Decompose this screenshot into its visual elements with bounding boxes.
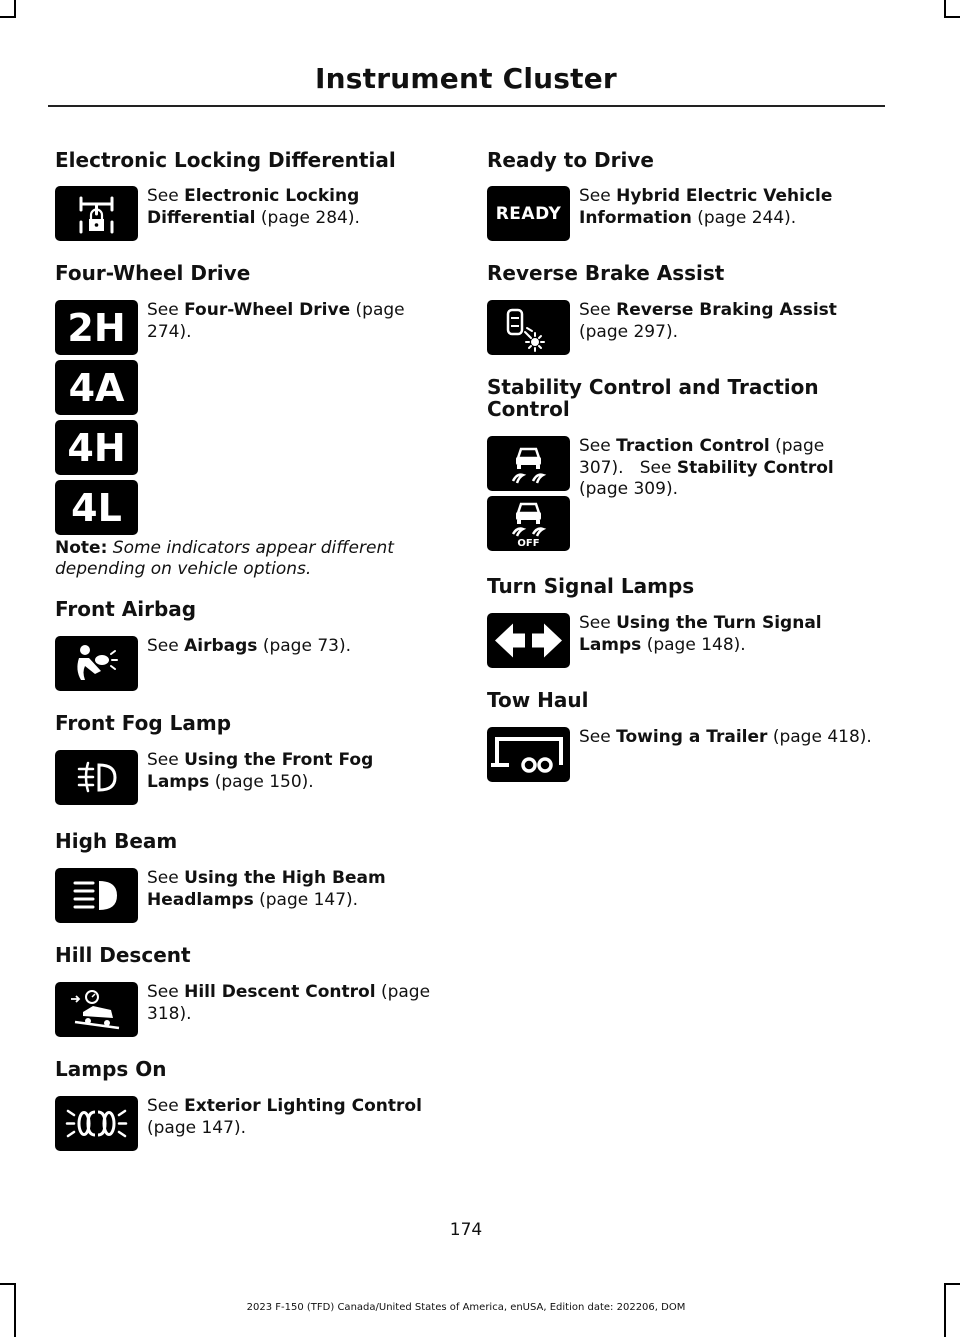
header-divider (48, 105, 885, 107)
fog-link[interactable]: Using the Front Fog Lamps (147, 750, 374, 792)
4a-icon: 4A (55, 360, 138, 415)
lamps-on-link[interactable]: Exterior Lighting Control (184, 1096, 422, 1116)
front-fog-lamp-icon (55, 750, 138, 805)
airbag-link[interactable]: Airbags (184, 636, 258, 656)
eld-link[interactable]: Electronic Locking Differential (147, 186, 360, 228)
airbag-icon (55, 636, 138, 691)
high-beam-reference: See Using the High Beam Headlamps (page 147). (147, 868, 386, 910)
tow-haul-icon (487, 727, 570, 782)
traction-control-icon (487, 436, 570, 491)
electronic-locking-differential-icon (55, 186, 138, 241)
fwd-reference: See Four-Wheel Drive (page 274). (147, 300, 405, 342)
heading-reverse-brake-assist: Reverse Brake Assist (487, 261, 725, 285)
ready-icon: READY (487, 186, 570, 241)
tow-haul-reference: See Towing a Trailer (page 418). (579, 727, 872, 747)
reverse-brake-assist-icon (487, 300, 570, 355)
page-number: 174 (449, 1220, 483, 1240)
heading-high-beam: High Beam (55, 829, 178, 853)
heading-stability-traction-control: Stability Control and Traction Control (487, 375, 819, 421)
stability-reference: See Traction Control (page 307). See Stability Control (page 309). (579, 436, 834, 499)
crop-mark-top-right-h (944, 16, 960, 18)
heading-lamps-on: Lamps On (55, 1057, 167, 1081)
ready-reference: See Hybrid Electric Vehicle Information (page 244). (579, 186, 833, 228)
hill-descent-icon (55, 982, 138, 1037)
heading-hill-descent: Hill Descent (55, 943, 191, 967)
crop-mark-bottom-left-h (0, 1283, 16, 1285)
heading-ready-to-drive: Ready to Drive (487, 148, 654, 172)
off-label: OFF (517, 538, 540, 549)
heading-front-fog-lamp: Front Fog Lamp (55, 711, 232, 735)
high-beam-icon (55, 868, 138, 923)
edition-footer: 2023 F-150 (TFD) Canada/United States of America, enUSA, Edition date: 202206, DOM (246, 1302, 686, 1313)
eld-reference: See Electronic Locking Differential (page 284). (147, 186, 360, 228)
rba-reference: See Reverse Braking Assist (page 297). (579, 300, 837, 342)
crop-mark-bottom-right-h (944, 1283, 960, 1285)
ready-link[interactable]: Hybrid Electric Vehicle Information (579, 186, 833, 228)
turn-signal-reference: See Using the Turn Signal Lamps (page 148). (579, 613, 822, 655)
hill-descent-reference: See Hill Descent Control (page 318). (147, 982, 431, 1024)
fwd-link[interactable]: Four-Wheel Drive (184, 300, 351, 320)
hill-descent-link[interactable]: Hill Descent Control (184, 982, 376, 1002)
2h-icon: 2H (55, 300, 138, 355)
heading-four-wheel-drive: Four-Wheel Drive (55, 261, 251, 285)
heading-electronic-locking-differential: Electronic Locking Differential (55, 148, 396, 172)
4l-icon: 4L (55, 480, 138, 535)
lamps-on-icon (55, 1096, 138, 1151)
heading-turn-signal-lamps: Turn Signal Lamps (487, 574, 695, 598)
traction-control-off-icon (487, 496, 570, 551)
turn-signal-icon (487, 613, 570, 668)
airbag-reference: See Airbags (page 73). (147, 636, 351, 656)
heading-front-airbag: Front Airbag (55, 597, 197, 621)
heading-tow-haul: Tow Haul (487, 688, 589, 712)
stability-control-link[interactable]: Stability Control (676, 457, 834, 478)
lamps-on-reference: See Exterior Lighting Control (page 147). (147, 1096, 422, 1138)
turn-signal-link[interactable]: Using the Turn Signal Lamps (579, 613, 822, 655)
traction-control-link[interactable]: Traction Control (616, 436, 770, 456)
rba-link[interactable]: Reverse Braking Assist (616, 300, 837, 320)
high-beam-link[interactable]: Using the High Beam Headlamps (147, 868, 386, 910)
page-title: Instrument Cluster (315, 62, 617, 95)
crop-mark-top-left-h (0, 16, 16, 18)
tow-haul-link[interactable]: Towing a Trailer (616, 727, 768, 747)
4h-icon: 4H (55, 420, 138, 475)
crop-mark-bottom-right (944, 1283, 946, 1337)
note: Note: Some indicators appear different depending on vehicle options. (55, 538, 394, 579)
fog-reference: See Using the Front Fog Lamps (page 150). (147, 750, 374, 792)
